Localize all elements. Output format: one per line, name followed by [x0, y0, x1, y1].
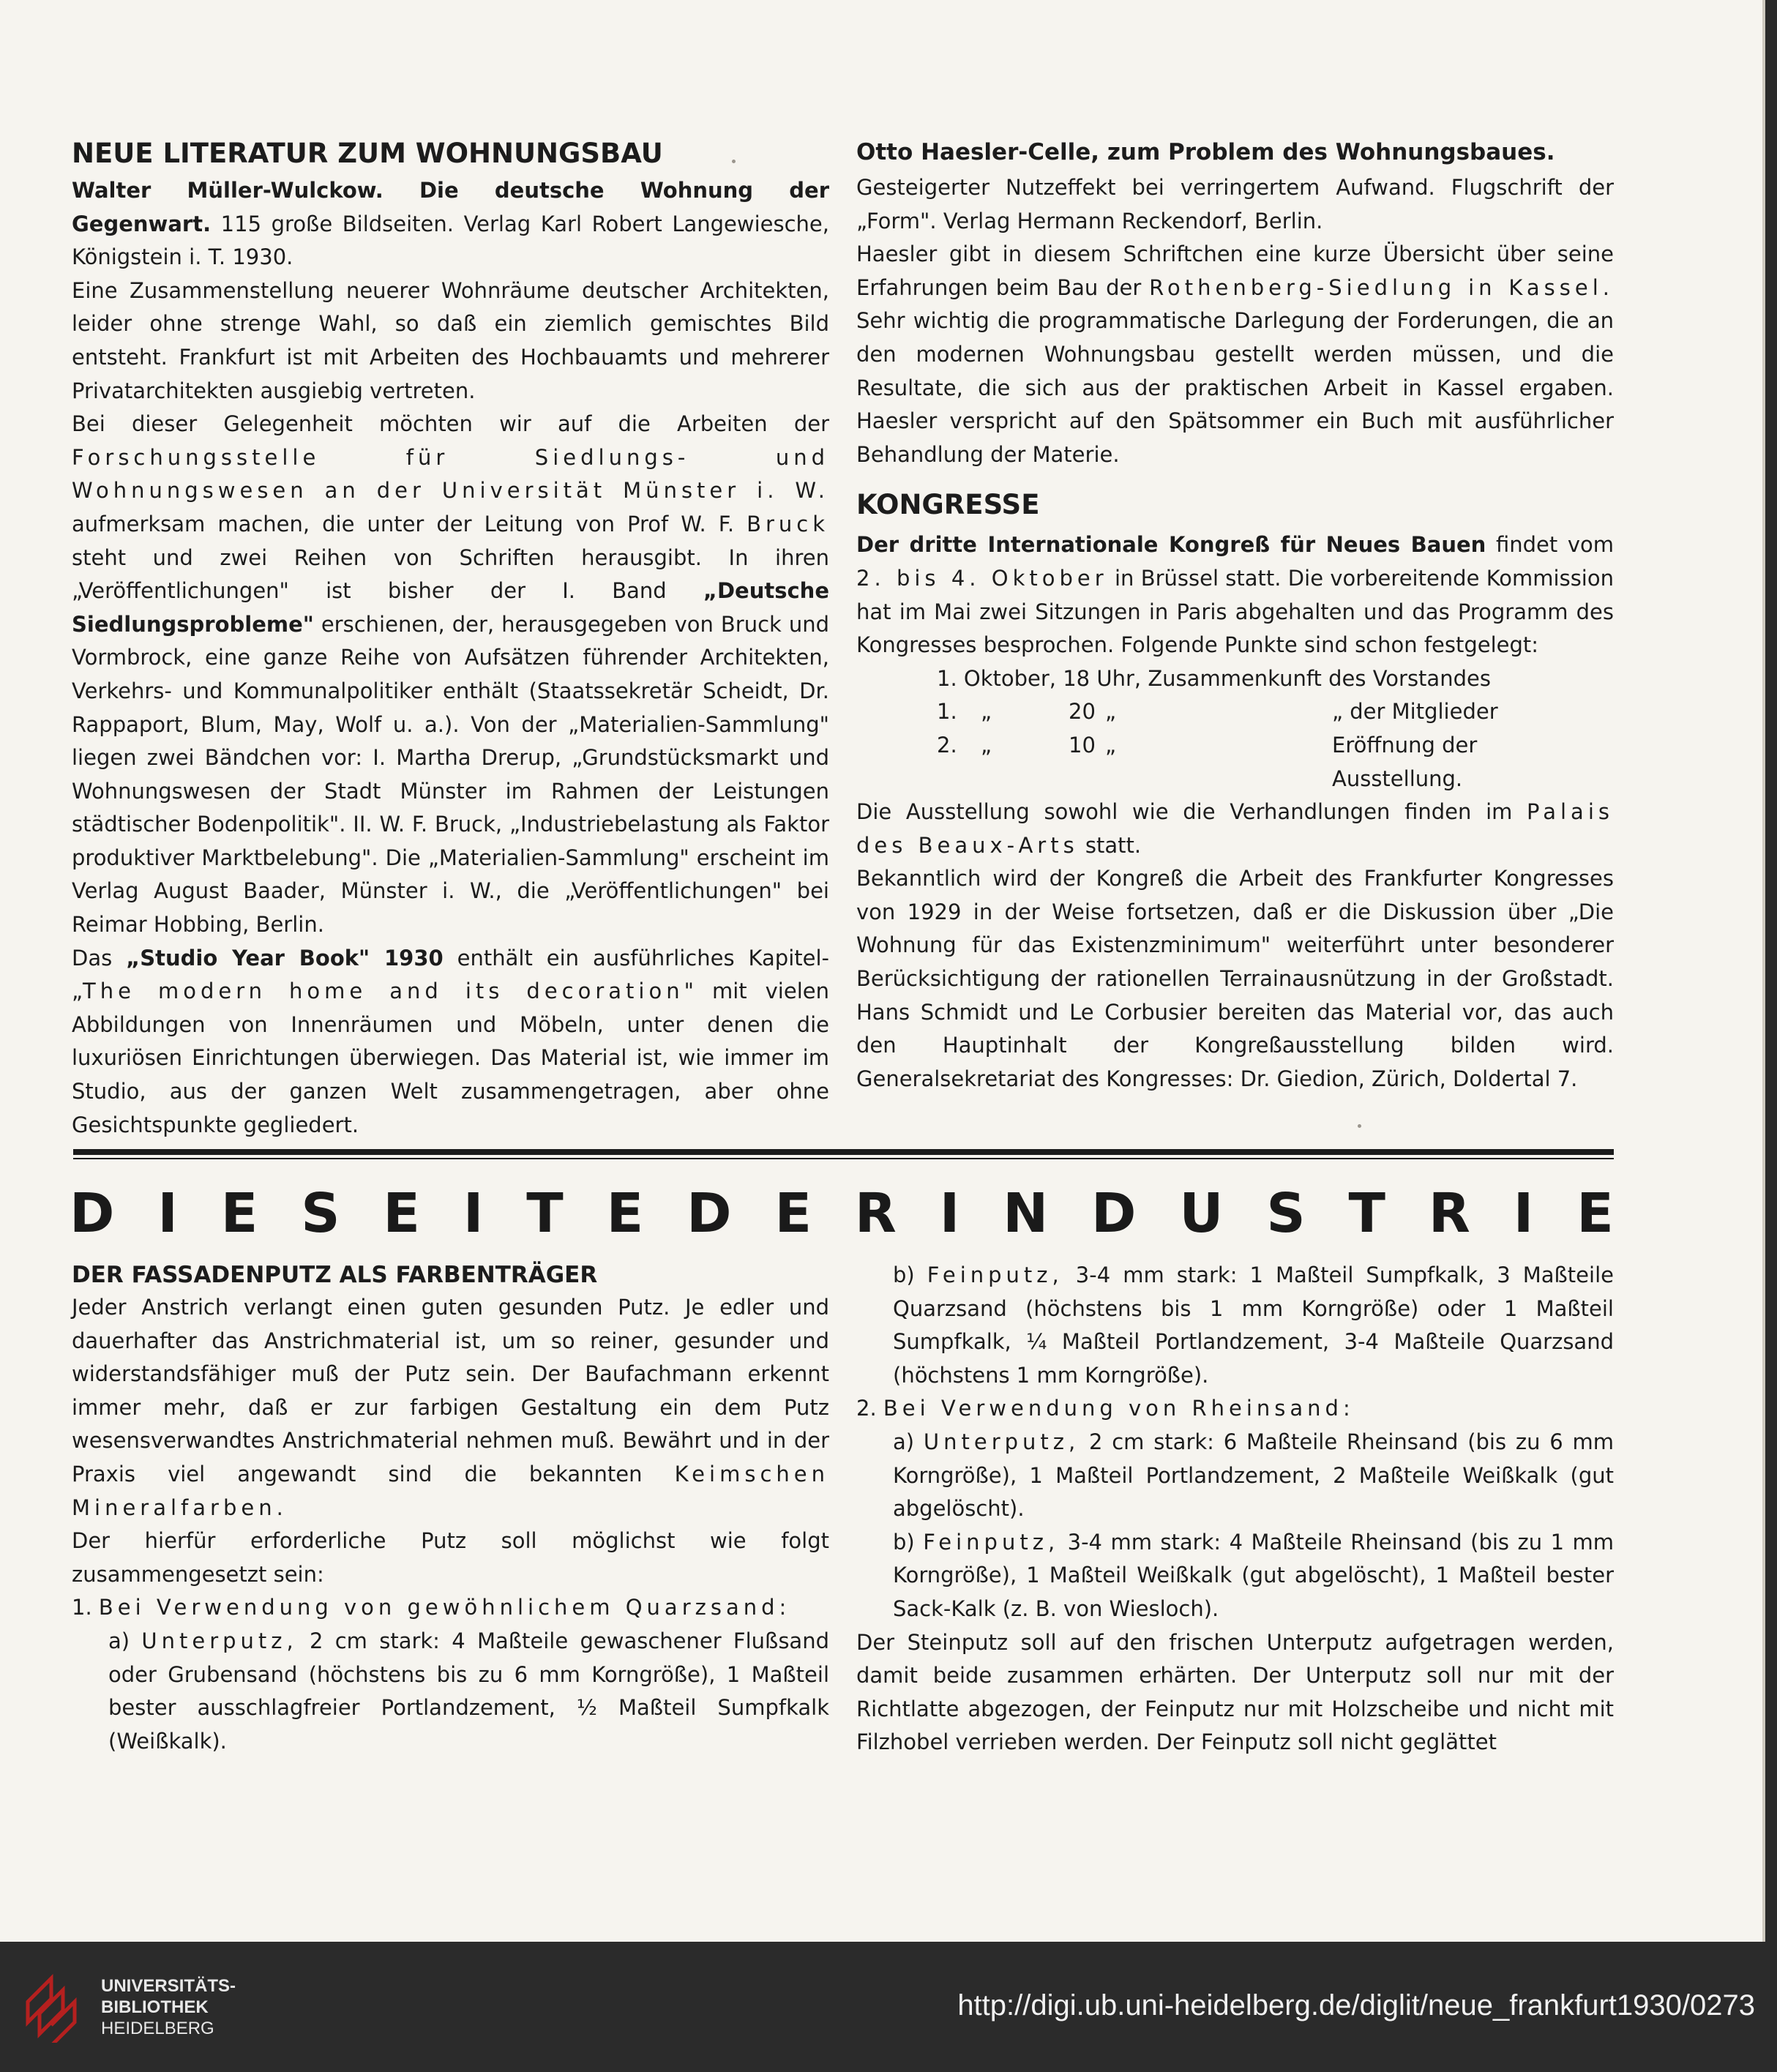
list-item: 1. Oktober, 18 Uhr, Zusammenkunft des Vorstandes [937, 665, 1491, 691]
banner-letter: R [1428, 1182, 1470, 1245]
paper-speck [1358, 1124, 1361, 1128]
schedule-list [856, 662, 1614, 796]
left-top-column [72, 136, 829, 1142]
paragraph: Die Ausstellung sowohl wie die Verhandlungen finden im Palais des Beaux-Arts statt. [856, 799, 1614, 858]
footer-bar [0, 1942, 1777, 2072]
list-item: b) Feinputz, 3-4 mm stark: 1 Maßteil Sumpfkalk, 3 Maßteile Quarzsand (höchstens bis 1 mm Korngröße) oder 1 Maßteil Sumpfkalk, ¼ Maßteil Portlandzement, 3-4 Maßteile Quarzsand (höchstens 1 mm Korngröße). [893, 1263, 1614, 1388]
section-heading-literatur: NEUE LITERATUR ZUM WOHNUNGSBAU [72, 138, 663, 169]
list-item: a) Unterputz, 2 cm stark: 6 Maßteile Rheinsand (bis zu 6 mm Korngröße), 1 Maßteil Portlandzement, 2 Maßteile Weißkalk (gut abgelöscht). [893, 1429, 1614, 1522]
list-item: 2. Bei Verwendung von Rheinsand: [856, 1396, 1355, 1421]
divider-rule-thin [73, 1158, 1614, 1159]
paragraph: Bekanntlich wird der Kongreß die Arbeit des Frankfurter Kongresses von 1929 in der Weise fortsetzen, daß er die Diskussion über „Die Wohnung für das Existenzminimum" weiterführt unter besonderer Berücksichtigung der rationellen Terrainausnützung in der Großstadt. Hans Schmidt und Le Corbusier bereiten das Material vor, das auch den Hauptinhalt der Kongreßausstellung bilden wird. Generalsekretariat des Kongresses: Dr. Giedion, Zürich, Doldertal 7. [856, 866, 1614, 1091]
banner-letter: N [1003, 1182, 1049, 1245]
banner-letter: I [157, 1182, 178, 1245]
banner-letter: S [301, 1182, 340, 1245]
book-title: Walter Müller-Wulckow. Die deutsche Wohnung der Gegenwart. [72, 178, 829, 236]
paper-speck [732, 160, 736, 163]
divider-rule-thick [73, 1149, 1614, 1155]
banner-letter: E [1576, 1182, 1614, 1245]
banner-letter: T [1348, 1182, 1386, 1245]
banner-letter: E [383, 1182, 420, 1245]
banner-letter: U [1179, 1182, 1224, 1245]
right-top-column [856, 136, 1614, 1096]
list-item: b) Feinputz, 3-4 mm stark: 4 Maßteile Rheinsand (bis zu 1 mm Korngröße), 1 Maßteil Weißkalk (gut abgelöscht), 1 Maßteil bester Sack-Kalk (z. B. von Wiesloch). [893, 1529, 1614, 1621]
paragraph: Der dritte Internationale Kongreß für Neues Bauen findet vom 2. bis 4. Oktober in Brüssel statt. Die vorbereitende Kommission hat im Mai zwei Sitzungen in Paris abgehalten und das Programm des Kongresses besprochen. Folgende Punkte sind schon festgelegt: [856, 532, 1614, 658]
banner-letter: I [1513, 1182, 1534, 1245]
banner-letter: R [854, 1182, 897, 1245]
banner-letter: E [220, 1182, 258, 1245]
banner-letter: I [939, 1182, 960, 1245]
paragraph: Jeder Anstrich verlangt einen guten gesunden Putz. Je edler und dauerhafter das Anstrichmaterial ist, um so reiner, gesunder und widerstandsfähiger muß der Putz sein. Der Baufachmann erkennt immer mehr, daß er zur farbigen Gestaltung ein dem Putz wesensverwandtes Anstrichmaterial nehmen muß. Bewährt und in der Praxis viel angewandt sind die bekannten Keimschen Mineralfarben. [72, 1295, 829, 1520]
right-bottom-column [856, 1259, 1614, 1759]
banner-letter: D [687, 1182, 732, 1245]
paragraph: Das „Studio Year Book" 1930 enthält ein ausführliches Kapitel- „The modern home and its decoration" mit vielen Abbildungen von Innenräumen und Möbeln, unter denen die luxuriösen Einrichtungen überwiegen. Das Material ist, wie immer im Studio, aus der ganzen Welt zusammengetragen, aber ohne Gesichtspunkte gegliedert. [72, 945, 829, 1137]
banner-letter: D [70, 1182, 115, 1245]
list-item: 1. Bei Verwendung von gewöhnlichem Quarzsand: [72, 1595, 791, 1620]
paragraph: Eine Zusammenstellung neuerer Wohnräume deutscher Architekten, leider ohne strenge Wahl, so daß ein ziemlich gemischtes Bild entsteht. Frankfurt ist mit Arbeiten des Hochbauamts und mehrerer Privatarchitekten ausgiebig vertreten. [72, 277, 829, 403]
list-item: 1. „ 20 „ „ der Mitglieder [937, 699, 1498, 725]
banner-die-seite-der-industrie [70, 1184, 1614, 1243]
banner-letter: D [1091, 1182, 1137, 1245]
section-heading-haesler: Otto Haesler-Celle, zum Problem des Wohnungsbaues. [856, 139, 1555, 165]
list-item: 2. „ 10 „ Eröffnung der Ausstellung. [937, 732, 1478, 791]
banner-letter: T [526, 1182, 564, 1245]
section-heading-kongresse: KONGRESSE [856, 489, 1040, 521]
paragraph: Bei dieser Gelegenheit möchten wir auf die Arbeiten der Forschungsstelle für Siedlungs- und Wohnungswesen an der Universität Münster i. W. aufmerksam machen, die unter der Leitung von Prof W. F. Bruck steht und zwei Reihen von Schriften herausgibt. In ihren „Veröffentlichungen" ist bisher der I. Band „Deutsche Siedlungsprobleme" erschienen, der, herausgegeben von Bruck und Vormbrock, eine ganze Reihe von Aufsätzen führender Architekten, Verkehrs- und Kommunalpolitiker enthält (Staatssekretär Scheidt, Dr. Rappaport, Blum, May, Wolf u. a.). Von der „Materialien-Sammlung" liegen zwei Bändchen vor: I. Martha Drerup, „Grundstücksmarkt und Wohnungswesen der Stadt Münster im Rahmen der Leistungen städtischer Bodenpolitik". II. W. F. Bruck, „Industriebelastung als Faktor produktiver Marktbelebung". Die „Materialien-Sammlung" erscheint im Verlag August Baader, Münster i. W., die „Veröffentlichungen" bei Reimar Hobbing, Berlin. [72, 411, 829, 938]
banner-letter: E [774, 1182, 812, 1245]
left-bottom-column [72, 1259, 829, 1758]
paragraph: Der Steinputz soll auf den frischen Unterputz aufgetragen werden, damit beide zusammen erhärten. Der Unterputz soll nur mit der Richtlatte abgezogen, der Feinputz nur mit Holzscheibe und nicht mit Filzhobel verrieben werden. Der Feinputz soll nicht geglättet [856, 1629, 1614, 1755]
banner-letter: S [1266, 1182, 1306, 1245]
list-item: a) Unterputz, 2 cm stark: 4 Maßteile gewaschener Flußsand oder Grubensand (höchstens bis zu 6 mm Korngröße), 1 Maßteil bester ausschlagfreier Portlandzement, ½ Maßteil Sumpfkalk (Weißkalk). [108, 1628, 829, 1754]
library-name: UNIVERSITÄTS- BIBLIOTHEK HEIDELBERG [101, 1976, 236, 2038]
paragraph: Haesler gibt in diesem Schriftchen eine kurze Übersicht über seine Erfahrungen beim Bau der Rothenberg-Siedlung in Kassel. Sehr wichtig die programmatische Darlegung der Forderungen, die an den modernen Wohnungsbau gestellt werden müssen, und die Resultate, die sich aus der praktischen Arbeit in Kassel ergaben. Haesler verspricht auf den Spätsommer ein Buch mit ausführlicher Behandlung der Materie. [856, 242, 1614, 467]
university-library-logo-icon [20, 1972, 91, 2043]
banner-letter: E [606, 1182, 644, 1245]
paragraph: Der hierfür erforderliche Putz soll möglichst wie folgt zusammengesetzt sein: [72, 1528, 829, 1587]
banner-letter: I [463, 1182, 484, 1245]
section-heading-fassadenputz: DER FASSADENPUTZ ALS FARBENTRÄGER [72, 1262, 598, 1288]
paragraph: Gesteigerter Nutzeffekt bei verringertem Aufwand. Flugschrift der „Form". Verlag Hermann Reckendorf, Berlin. [856, 175, 1614, 233]
source-url-link[interactable]: http://digi.ub.uni-heidelberg.de/diglit/neue_frankfurt1930/0273 [957, 1989, 1755, 2021]
paragraph: Walter Müller-Wulckow. Die deutsche Wohnung der Gegenwart. 115 große Bildseiten. Verlag Karl Robert Langewiesche, Königstein i. T. 1930. [72, 178, 829, 270]
